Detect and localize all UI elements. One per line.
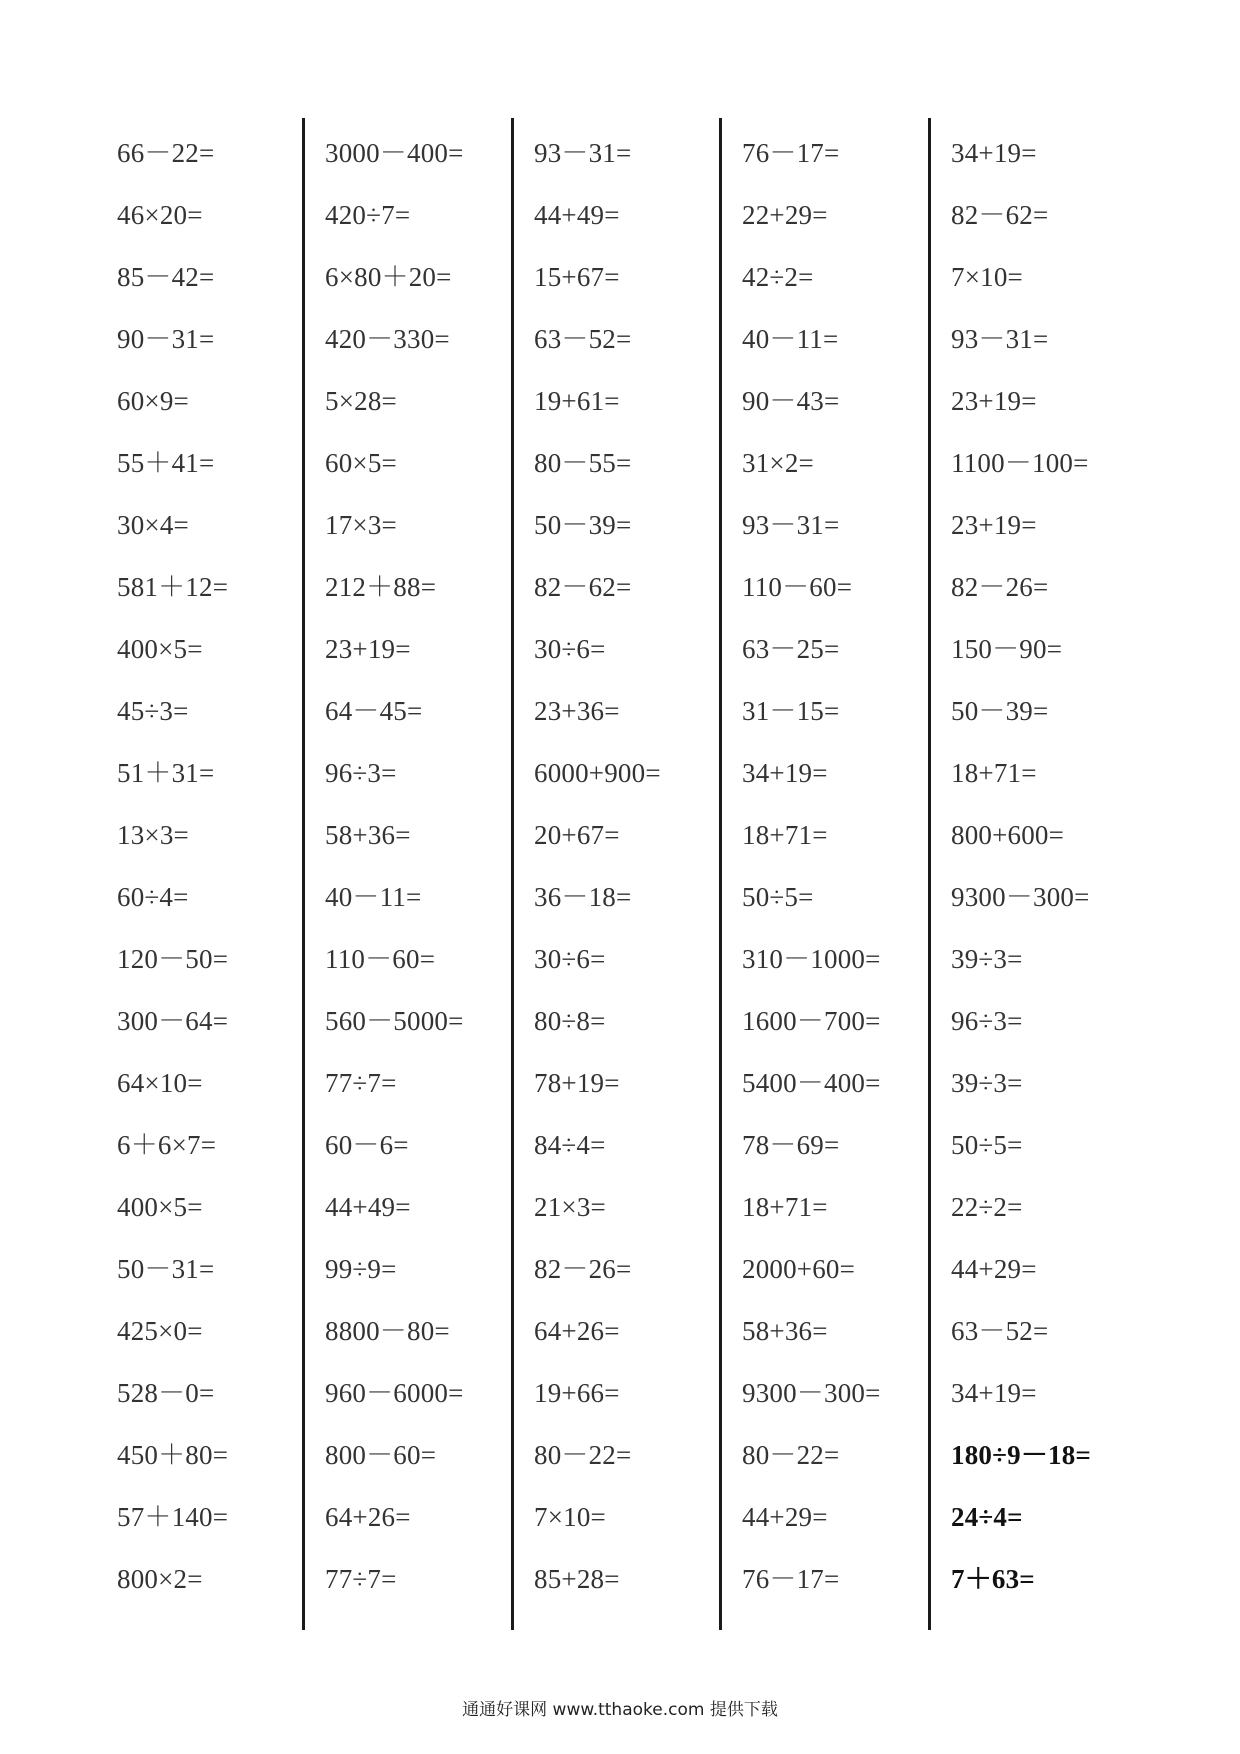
arithmetic-problem: 31－15= [742,696,840,726]
arithmetic-problem: 34+19= [951,138,1037,168]
arithmetic-problem: 96÷3= [951,1006,1023,1036]
arithmetic-problem: 24÷4= [951,1502,1023,1532]
arithmetic-problem: 44+49= [325,1192,411,1222]
arithmetic-problem: 300－64= [117,1006,229,1036]
arithmetic-problem: 34+19= [742,758,828,788]
arithmetic-problem: 18+71= [742,1192,828,1222]
arithmetic-problem: 400×5= [117,634,203,664]
arithmetic-problem: 85－42= [117,262,215,292]
arithmetic-problem: 20+67= [534,820,620,850]
arithmetic-problem: 180÷9－18= [951,1440,1092,1470]
arithmetic-problem: 44+29= [742,1502,828,1532]
arithmetic-problem: 84÷4= [534,1130,606,1160]
arithmetic-problem: 78+19= [534,1068,620,1098]
arithmetic-problem: 77÷7= [325,1068,397,1098]
arithmetic-problem: 80÷8= [534,1006,606,1036]
arithmetic-problem: 800×2= [117,1564,203,1594]
arithmetic-problem: 150－90= [951,634,1063,664]
arithmetic-problem: 96÷3= [325,758,397,788]
arithmetic-problem: 22÷2= [951,1192,1023,1222]
arithmetic-problem: 93－31= [742,510,840,540]
arithmetic-problem: 30×4= [117,510,189,540]
column-divider-2 [511,118,514,1630]
arithmetic-problem: 80－55= [534,448,632,478]
arithmetic-problem: 50÷5= [951,1130,1023,1160]
arithmetic-problem: 212＋88= [325,572,437,602]
arithmetic-problem: 50÷5= [742,882,814,912]
arithmetic-problem: 36－18= [534,882,632,912]
arithmetic-problem: 6000+900= [534,758,661,788]
arithmetic-problem: 6×80＋20= [325,262,452,292]
arithmetic-problem: 60×9= [117,386,189,416]
arithmetic-problem: 82－62= [534,572,632,602]
arithmetic-problem: 310－1000= [742,944,881,974]
arithmetic-problem: 80－22= [742,1440,840,1470]
arithmetic-problem: 23+19= [325,634,411,664]
arithmetic-problem: 58+36= [742,1316,828,1346]
arithmetic-problem: 77÷7= [325,1564,397,1594]
arithmetic-problem: 39÷3= [951,1068,1023,1098]
arithmetic-problem: 76－17= [742,138,840,168]
arithmetic-problem: 85+28= [534,1564,620,1594]
arithmetic-problem: 57＋140= [117,1502,229,1532]
arithmetic-problem: 9300－300= [951,882,1090,912]
arithmetic-problem: 15+67= [534,262,620,292]
arithmetic-problem: 110－60= [325,944,436,974]
arithmetic-problem: 39÷3= [951,944,1023,974]
arithmetic-problem: 90－31= [117,324,215,354]
arithmetic-problem: 50－39= [534,510,632,540]
arithmetic-problem: 42÷2= [742,262,814,292]
arithmetic-problem: 420－330= [325,324,450,354]
arithmetic-problem: 82－26= [951,572,1049,602]
arithmetic-problem: 51＋31= [117,758,215,788]
arithmetic-problem: 1100－100= [951,448,1089,478]
arithmetic-problem: 30÷6= [534,634,606,664]
arithmetic-problem: 7×10= [951,262,1023,292]
arithmetic-problem: 50－39= [951,696,1049,726]
arithmetic-problem: 581＋12= [117,572,229,602]
arithmetic-problem: 17×3= [325,510,397,540]
arithmetic-problem: 99÷9= [325,1254,397,1284]
arithmetic-problem: 120－50= [117,944,229,974]
arithmetic-problem: 1600－700= [742,1006,881,1036]
arithmetic-problem: 18+71= [951,758,1037,788]
arithmetic-problem: 23+36= [534,696,620,726]
arithmetic-problem: 7×10= [534,1502,606,1532]
arithmetic-problem: 63－52= [951,1316,1049,1346]
arithmetic-problem: 425×0= [117,1316,203,1346]
arithmetic-problem: 60×5= [325,448,397,478]
arithmetic-problem: 44+49= [534,200,620,230]
arithmetic-problem: 64+26= [534,1316,620,1346]
arithmetic-problem: 76－17= [742,1564,840,1594]
arithmetic-problem: 8800－80= [325,1316,450,1346]
arithmetic-problem: 66－22= [117,138,215,168]
arithmetic-problem: 22+29= [742,200,828,230]
arithmetic-problem: 420÷7= [325,200,411,230]
arithmetic-problem: 40－11= [742,324,839,354]
arithmetic-problem: 93－31= [534,138,632,168]
arithmetic-problem: 46×20= [117,200,203,230]
arithmetic-problem: 44+29= [951,1254,1037,1284]
arithmetic-problem: 2000+60= [742,1254,856,1284]
arithmetic-problem: 55＋41= [117,448,215,478]
arithmetic-problem: 63－25= [742,634,840,664]
arithmetic-problem: 18+71= [742,820,828,850]
arithmetic-problem: 9300－300= [742,1378,881,1408]
arithmetic-problem: 58+36= [325,820,411,850]
arithmetic-problem: 13×3= [117,820,189,850]
arithmetic-problem: 23+19= [951,386,1037,416]
arithmetic-problem: 78－69= [742,1130,840,1160]
arithmetic-problem: 64×10= [117,1068,203,1098]
column-divider-4 [928,118,931,1630]
arithmetic-problem: 800+600= [951,820,1065,850]
arithmetic-problem: 560－5000= [325,1006,464,1036]
arithmetic-problem: 528－0= [117,1378,215,1408]
arithmetic-problem: 6＋6×7= [117,1130,217,1160]
column-divider-1 [302,118,305,1630]
arithmetic-problem: 19+66= [534,1378,620,1408]
arithmetic-problem: 60－6= [325,1130,409,1160]
arithmetic-problem: 63－52= [534,324,632,354]
arithmetic-problem: 400×5= [117,1192,203,1222]
arithmetic-problem: 80－22= [534,1440,632,1470]
arithmetic-problem: 5×28= [325,386,397,416]
arithmetic-problem: 31×2= [742,448,814,478]
arithmetic-problem: 60÷4= [117,882,189,912]
arithmetic-problem: 3000－400= [325,138,464,168]
arithmetic-problem: 64+26= [325,1502,411,1532]
arithmetic-problem: 7＋63= [951,1564,1035,1594]
arithmetic-problem: 450＋80= [117,1440,229,1470]
arithmetic-problem: 23+19= [951,510,1037,540]
arithmetic-problem: 93－31= [951,324,1049,354]
arithmetic-problem: 800－60= [325,1440,437,1470]
arithmetic-problem: 40－11= [325,882,422,912]
arithmetic-problem: 110－60= [742,572,853,602]
arithmetic-problem: 34+19= [951,1378,1037,1408]
column-divider-3 [719,118,722,1630]
arithmetic-problem: 960－6000= [325,1378,464,1408]
arithmetic-problem: 5400－400= [742,1068,881,1098]
arithmetic-problem: 30÷6= [534,944,606,974]
arithmetic-problem: 64－45= [325,696,423,726]
arithmetic-problem: 21×3= [534,1192,606,1222]
arithmetic-problem: 45÷3= [117,696,189,726]
arithmetic-problem: 82－26= [534,1254,632,1284]
arithmetic-problem: 50－31= [117,1254,215,1284]
footer-credit: 通通好课网 www.tthaoke.com 提供下载 [462,1700,778,1720]
arithmetic-problem: 82－62= [951,200,1049,230]
arithmetic-problem: 90－43= [742,386,840,416]
arithmetic-problem: 19+61= [534,386,620,416]
